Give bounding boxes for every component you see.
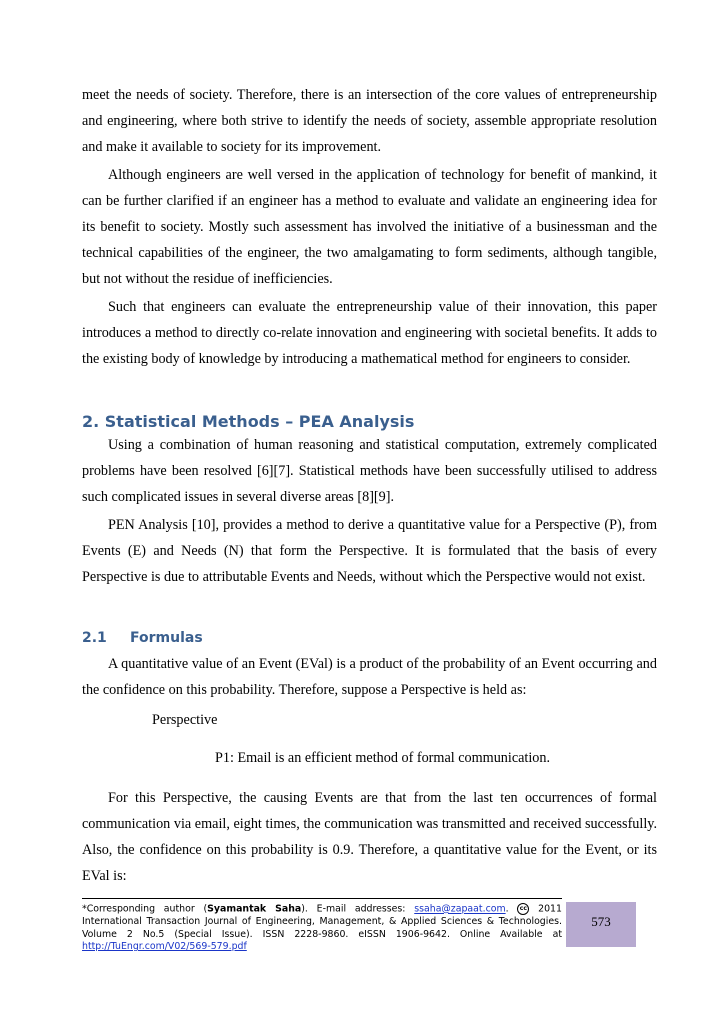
paragraph: Using a combination of human reasoning and statistical computation, extremely complicated problems have been resolved [6][7]. Statistical methods have been successfully utilised to address such complicated issues in several diverse areas [8][9]. (82, 437, 657, 505)
creative-commons-icon: cc (517, 903, 529, 915)
journal-url-link[interactable]: http://TuEngr.com/V02/569-579.pdf (82, 941, 247, 952)
footnote-text: . (505, 903, 509, 915)
perspective-label: Perspective (152, 712, 218, 728)
subsection-title: Formulas (130, 630, 203, 646)
journal-info: 2011 International Transaction Journal of Engineering, Management, & Applied Sciences & Technologies. Volume 2 No.5 (Special Issue). ISSN 2228-9860. eISSN 1906-9642. Online Available at (82, 903, 562, 940)
paragraph: Such that engineers can evaluate the entrepreneurship value of their innovation, this paper introduces a method to directly co-relate innovation and engineering with societal benefits. It adds to the existing body of knowledge by introducing a mathematical method for engineers to consider. (82, 299, 657, 367)
page-number-box (566, 902, 636, 947)
footnote (82, 903, 562, 954)
subsection-number: 2.1 (82, 630, 107, 646)
author-name: Syamantak Saha (207, 903, 302, 915)
perspective-statement: P1: Email is an efficient method of formal communication. (215, 750, 551, 766)
footnote-prefix: *Corresponding author ( (82, 903, 208, 915)
page-number: 573 (591, 914, 611, 929)
email-link[interactable]: ssaha@zapaat.com (414, 903, 506, 915)
paragraph: For this Perspective, the causing Events are that from the last ten occurrences of formal communication via email, eight times, the communication was transmitted and received successfully. Also, the confidence on this probability is 0.9. Therefore, a quantitative value for the Event, or its EVal is: (82, 790, 657, 884)
section-heading: 2. Statistical Methods – PEA Analysis (82, 412, 415, 431)
paragraph: Although engineers are well versed in the application of technology for benefit of mankind, it can be further clarified if an engineer has a method to evaluate and validate an engineering idea for its benefit to society. Mostly such assessment has involved the initiative of a businessman and the technical capabilities of the engineer, the two amalgamating to form sediments, although tangible, but not without the residue of inefficiencies. (82, 167, 657, 287)
paragraph: meet the needs of society. Therefore, there is an intersection of the core values of entrepreneurship and engineering, where both strive to identify the needs of society, assemble appropriate resolution and make it available to society for its improvement. (82, 87, 657, 155)
footnote-text: ). E-mail addresses: (301, 903, 415, 915)
paragraph: PEN Analysis [10], provides a method to derive a quantitative value for a Perspective (P), from Events (E) and Needs (N) that form the Perspective. It is formulated that the basis of every Perspective is due to attributable Events and Needs, without which the Perspective would not exist. (82, 517, 657, 585)
paragraph: A quantitative value of an Event (EVal) is a product of the probability of an Event occurring and the confidence on this probability. Therefore, suppose a Perspective is held as: (82, 656, 657, 698)
subsection-heading (82, 630, 203, 646)
footer-divider (82, 898, 562, 899)
